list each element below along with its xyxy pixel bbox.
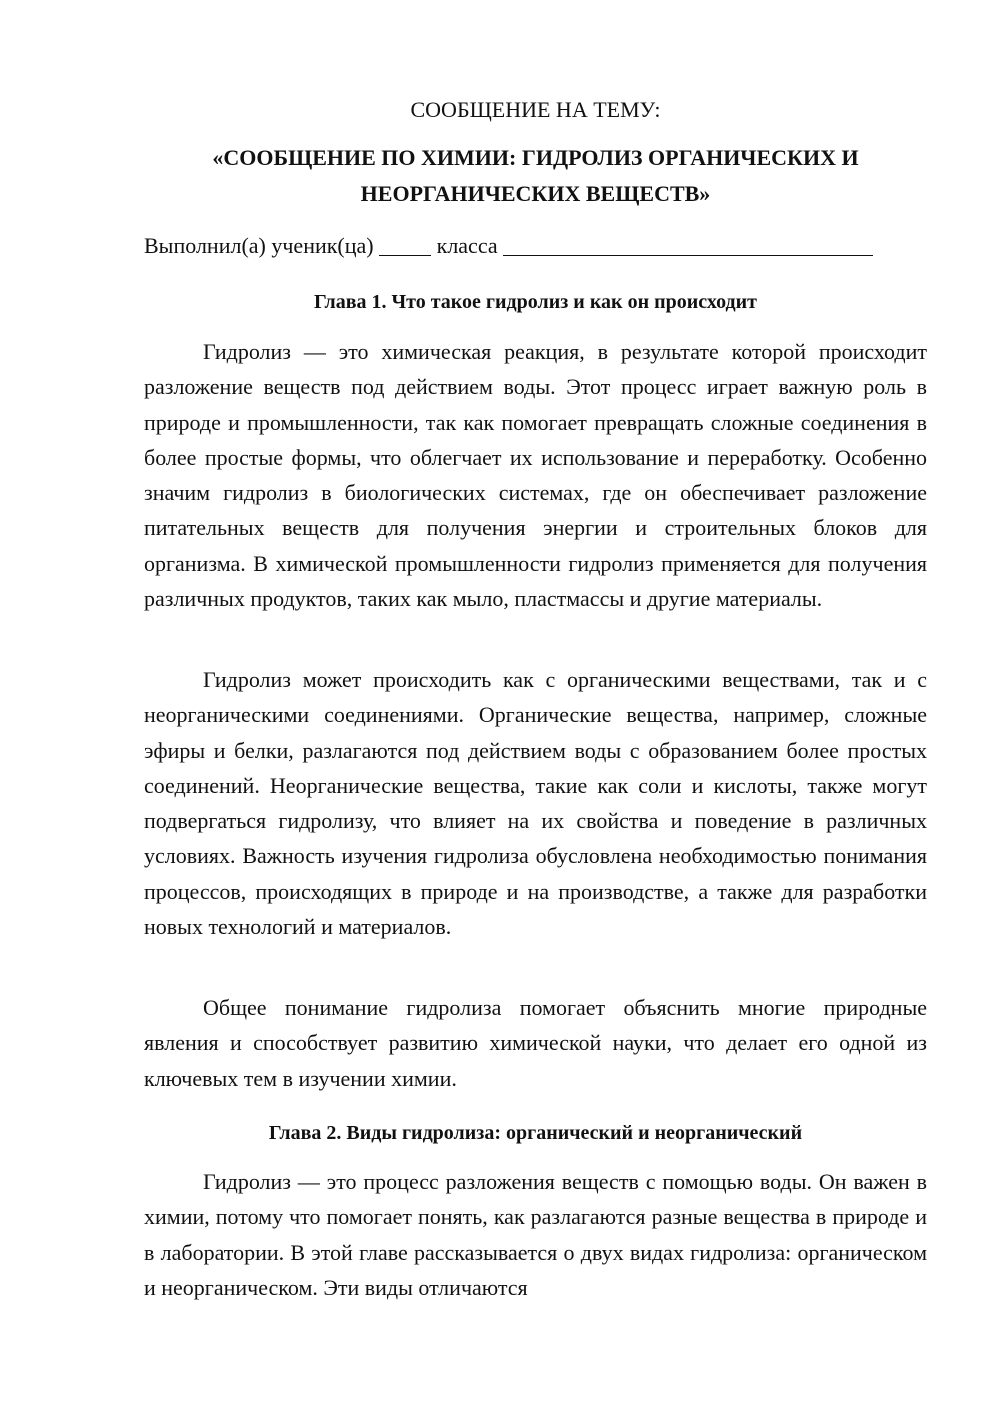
chapter-1-paragraph-3: Общее понимание гидролиза помогает объяснить многие природные явления и способствует развитию химической науки, что делает его одной из ключевых тем в изучении химии. bbox=[144, 995, 927, 1091]
name-blank bbox=[503, 233, 873, 256]
class-label: класса bbox=[436, 233, 498, 258]
chapter-1-paragraph-2: Гидролиз может происходить как с органическими веществами, так и с неорганическими соединениями. Органические вещества, например, сложные эфиры и белки, разлагаются под действием воды с образованием более простых соединений. Неорганические вещества, такие как соли и кислоты, также могут подвергаться гидролизу, что влияет на их свойства и поведение в различных условиях. Важность изучения гидролиза обусловлена необходимостью понимания процессов, происходящих в природе и на производстве, а также для разработки новых технологий и материалов. bbox=[144, 667, 927, 940]
chapter-2-paragraph-1: Гидролиз — это процесс разложения веществ с помощью воды. Он важен в химии, потому что помогает понять, как разлагаются разные вещества в природе и в лаборатории. В этой главе рассказывается о двух видах гидролиза: органическом и неорганическом. Эти виды отличаются bbox=[144, 1169, 927, 1300]
signature-line bbox=[144, 231, 927, 261]
performed-by-label: Выполнил(а) ученик(ца) bbox=[144, 233, 374, 258]
document-type: СООБЩЕНИЕ НА ТЕМУ: bbox=[410, 97, 661, 122]
class-blank bbox=[379, 233, 431, 256]
chapter-2-heading: Глава 2. Виды гидролиза: органический и неорганический bbox=[268, 1122, 803, 1144]
chapter-1-heading: Глава 1. Что такое гидролиз и как он происходит bbox=[314, 291, 757, 313]
chapter-1-paragraph-1: Гидролиз — это химическая реакция, в результате которой происходит разложение веществ под действием воды. Этот процесс играет важную роль в природе и промышленности, так как помогает превращать сложные соединения в более простые формы, что облегчает их использование и переработку. Особенно значим гидролиз в биологических системах, где он обеспечивает разложение питательных веществ для получения энергии и строительных блоков для организма. В химической промышленности гидролиз применяется для получения различных продуктов, таких как мыло, пластмассы и другие материалы. bbox=[144, 339, 927, 612]
document-title: «СООБЩЕНИЕ ПО ХИМИИ: ГИДРОЛИЗ ОРГАНИЧЕСКИХ И НЕОРГАНИЧЕСКИХ ВЕЩЕСТВ» bbox=[212, 145, 859, 206]
